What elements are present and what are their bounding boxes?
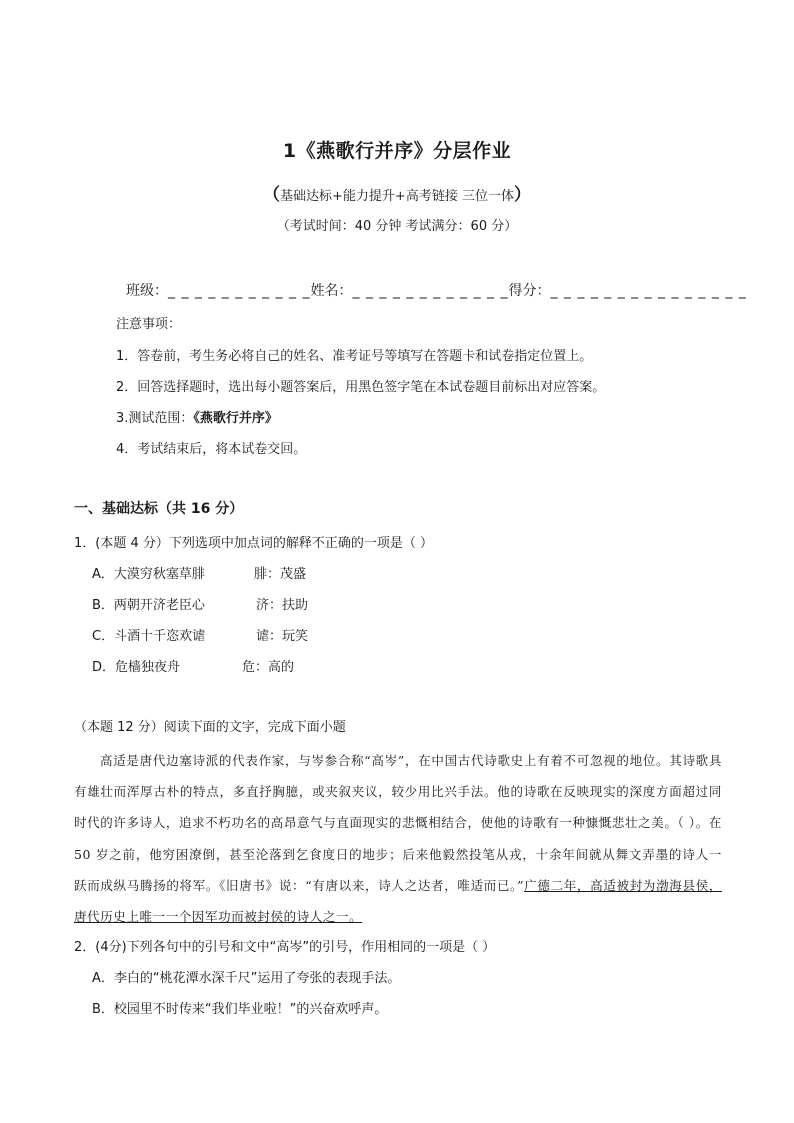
option-text: B．两朝开济老臣心 [92, 598, 205, 613]
q2-option-a[interactable]: A．李白的“桃花潭水深千尺”运用了夸张的表现手法。 [92, 971, 401, 986]
class-blank[interactable]: _ _ _ _ _ _ _ _ _ _ _ [168, 283, 311, 299]
reading-passage [74, 745, 722, 932]
score-blank[interactable]: _ _ _ _ _ _ _ _ _ _ _ _ _ _ _ [550, 283, 747, 299]
q1-option-a[interactable] [92, 563, 307, 582]
passage-underlined-sentence: 广德二年，高适被封为渤海县侯，唐代历史上唯一一个因军功而被封侯的诗人之一。 [74, 877, 722, 925]
option-gloss: 谑：玩笑 [256, 629, 309, 644]
note-item: 1．答卷前，考生务必将自己的姓名、准考证号等填写在答题卡和试卷指定位置上。 [116, 349, 593, 364]
option-gloss: 危：高的 [242, 660, 295, 675]
q1-option-b[interactable] [92, 594, 309, 613]
note-item [116, 407, 278, 426]
scope-value: 《燕歌行并序》 [193, 411, 278, 426]
passage-intro: （本题 12 分）阅读下面的文字，完成下面小题 [74, 720, 346, 735]
name-label: 姓名： [310, 283, 353, 299]
q1-option-d[interactable] [92, 656, 295, 675]
note-item: 4．考试结束后，将本试卷交回。 [116, 442, 307, 457]
scope-label: 3.测试范围： [116, 411, 194, 426]
question-1-stem: 1．(本题 4 分）下列选项中加点词的解释不正确的一项是（ ） [74, 536, 434, 551]
option-gloss: 济：扶助 [256, 598, 309, 613]
subtitle-text: 基础达标+能力提升+高考链接 三位一体 [280, 189, 514, 204]
score-label: 得分： [508, 283, 551, 299]
notes-title: 注意事项： [116, 317, 182, 332]
option-text: A．大漠穷秋塞草腓 [92, 567, 205, 582]
passage-text: 高适是唐代边塞诗派的代表作家，与岑参合称“高岑”，在中国古代诗歌史上有着不可忽视的地位。其诗歌具有雄壮而浑厚古朴的特点，多直抒胸臆，或夹叙夹议，较少用比兴手法。他的诗歌在反映现实的深度方面超过同时代的许多诗人，追求不朽功名的高昂意气与直面现实的悲慨相结合，使他的诗歌有一种慷慨悲壮之美。（ ）。在 50 岁之前，他穷困潦倒，甚至沦落到乞食度日的地步；后来他毅然投笔从戎，十余年间就从舞文弄墨的诗人一跃而成纵马腾扬的将军。《旧唐书》说：“有唐以来，诗人之达者，唯适而已。” [74, 753, 722, 893]
exam-info: （考试时间：40 分钟 考试满分：60 分） [276, 219, 518, 234]
subtitle [0, 180, 794, 205]
note-item: 2．回答选择题时，选出每小题答案后，用黑色签字笔在本试卷题目前标出对应答案。 [116, 380, 606, 395]
q1-option-c[interactable] [92, 625, 309, 644]
option-text: C．斗酒十千恣欢谑 [92, 629, 206, 644]
section-title: 一、基础达标（共 16 分） [74, 501, 244, 517]
class-label: 班级： [126, 283, 168, 299]
question-2-stem: 2．(4分)下列各句中的引号和文中“高岑”的引号，作用相同的一项是（ ） [74, 940, 496, 955]
subtitle-open-paren: （ [263, 185, 281, 205]
option-gloss: 腓：茂盛 [254, 567, 307, 582]
page-title: 1《燕歌行并序》分层作业 [282, 140, 512, 162]
subtitle-close-paren: ） [513, 185, 531, 205]
q2-option-b[interactable]: B．校园里不时传来“我们毕业啦！”的兴奋欢呼声。 [92, 1002, 388, 1017]
student-fields [126, 280, 747, 300]
name-blank[interactable]: _ _ _ _ _ _ _ _ _ _ _ _ [352, 283, 509, 299]
option-text: D．危樯独夜舟 [92, 660, 181, 675]
